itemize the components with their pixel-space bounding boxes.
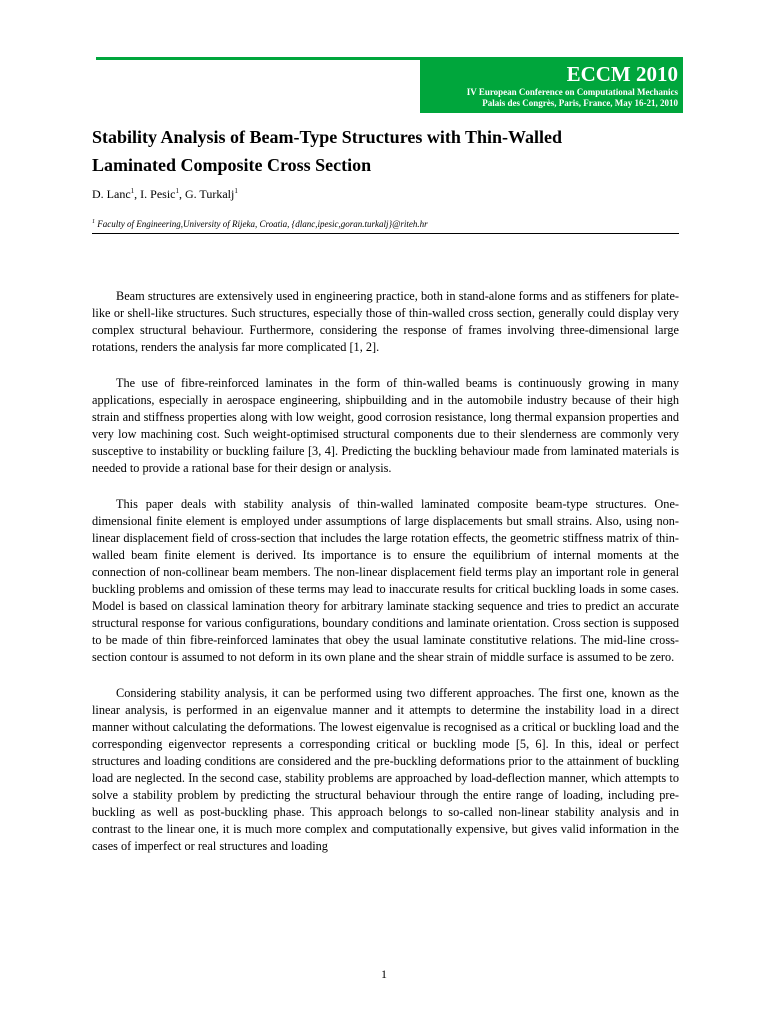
- author-affiliation-mark: 1: [130, 187, 135, 195]
- paper-title: [92, 123, 692, 179]
- affiliation-mark: 1: [92, 219, 95, 225]
- affiliation-text: Faculty of Engineering,University of Rijeka, Croatia, {dlanc,ipesic,goran.turkalj}@riteh.hr: [97, 219, 428, 229]
- author-name: D. Lanc: [92, 187, 131, 201]
- paragraph: Considering stability analysis, it can be performed using two different approaches. The first one, known as the linear analysis, is performed in an eigenvalue manner and it attempts to determine the instability load in a direct manner without calculating the deformations. The lowest eigenvalue is recognised as a critical or buckling load and the corresponding eigenvector represents a corresponding critical or buckling mode [5, 6]. In this, ideal or perfect structures and loading conditions are considered and the pre-buckling deformations prior to the attainment of buckling load are neglected. In the second case, stability problems are approached by load-deflection manner, which attempts to solve a stability problem by predicting the structural behaviour through the entire range of loading, including pre-buckling as well as post-buckling phase. This approach belongs to so-called non-linear stability analysis and in contrast to the linear one, it is much more complex and computationally expensive, but gives valid information in the cases of imperfect or real structures and loading: [92, 686, 679, 853]
- author-name: I. Pesic: [140, 187, 176, 201]
- conference-title: ECCM 2010: [566, 62, 678, 86]
- affiliation: [92, 218, 428, 230]
- paper-title-line-1: Stability Analysis of Beam-Type Structures with Thin-Walled: [92, 127, 563, 147]
- conference-line-1: IV European Conference on Computational Mechanics: [466, 87, 678, 97]
- author-name: G. Turkalj: [184, 187, 235, 201]
- body-text: [92, 288, 679, 874]
- author-separator: ,: [134, 187, 141, 201]
- author-list: [92, 186, 238, 202]
- author-affiliation-mark: 1: [234, 187, 238, 195]
- conference-line-2: Palais des Congrès, Paris, France, May 16-21, 2010: [482, 98, 678, 108]
- paragraph: This paper deals with stability analysis of thin-walled laminated composite beam-type structures. One-dimensional finite element is employed under assumptions of large displacements but small strains. Also, using non-linear displacement field of cross-section that includes the large rotation effects, the geometric stiffness matrix of thin-walled beam finite element is derived. Its importance is to ensure the equilibrium of internal moments at the connection of non-collinear beam members. The non-linear displacement field terms play an important role in general buckling problems and omission of these terms may lead to inaccurate results for critical buckling loads in some cases. Model is based on classical lamination theory for arbitrary laminate stacking sequence and tries to predict an accurate structural response for various configurations, boundary conditions and laminate orientation. Cross section is supposed to be made of thin fibre-reinforced laminates that obey the usual laminate constitutive relations. The mid-line cross-section contour is assumed to not deform in its own plane and the shear strain of middle surface is assumed to be zero.: [92, 497, 679, 664]
- page-number: 1: [381, 967, 387, 981]
- affiliation-divider: [92, 233, 679, 234]
- conference-banner: [420, 60, 683, 113]
- author-affiliation-mark: 1: [175, 187, 179, 195]
- paragraph: The use of fibre-reinforced laminates in the form of thin-walled beams is continuously growing in many applications, especially in aerospace engineering, shipbuilding and in the automobile industry because of their high strain and stiffness properties along with low weight, good corrosion resistance, long thermal expansion properties and very low machining cost. Such weight-optimised structural components due to their slenderness are commonly very susceptive to instability or buckling failure [3, 4]. Predicting the buckling behaviour made from laminated materials is needed to provide a rational base for their design or analysis.: [92, 376, 679, 475]
- paper-title-line-2: Laminated Composite Cross Section: [92, 155, 372, 175]
- paragraph: Beam structures are extensively used in engineering practice, both in stand-alone forms and as stiffeners for plate-like or shell-like structures. Such structures, especially those of thin-walled cross section, generally could display very complex structural behaviour. Furthermore, considering the response of frames involving three-dimensional large rotations, renders the analysis far more complicated [1, 2].: [92, 289, 679, 354]
- author-separator: ,: [178, 187, 185, 201]
